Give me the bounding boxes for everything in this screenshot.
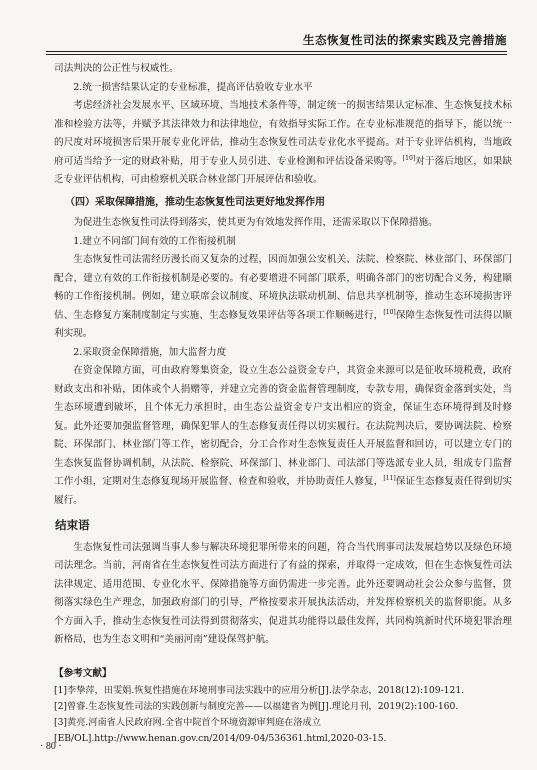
paragraph-text: 考虑经济社会发展水平、区域环境、当地技术条件等，制定统一的损害结果认定标准、生态恢复技术标准和检验方法等，并赋予其法律效力和法律地位，有效指导实际工作。在专业标准规范的指导下，能以统一的尺度对环境损害后果开展专业化评估，推动生态恢复性司法专业化水平提高。对于专业评估机构，当地政府可适当给予一定的财政补贴，用于专业人员引进、专业检测和评估设备采购等。 bbox=[54, 100, 512, 167]
subsection-heading: 1.建立不同部门间有效的工作衔接机制 bbox=[73, 235, 236, 247]
header-rule-thick bbox=[46, 51, 507, 52]
header-rule-thin bbox=[46, 54, 507, 55]
paragraph bbox=[54, 362, 512, 510]
subsection-heading: 2.采取资金保障措施，加大监督力度 bbox=[73, 346, 227, 358]
page-number: · 80 · bbox=[40, 741, 62, 752]
paragraph-text: 对于落后地区，如果缺乏专业评估机构，可由检察机关联合林业部门开展评估和验收。 bbox=[54, 155, 513, 185]
article-body bbox=[54, 60, 512, 650]
paragraph: 司法判决的公正性与权威性。 bbox=[54, 63, 179, 74]
section-heading: （四）采取保障措施，推动生态恢复性司法更好地发挥作用 bbox=[65, 196, 325, 208]
reference-item: [3]黄亮.河南省人民政府网.全省中院首个环境资源审判庭在洛成立[EB/OL].http://www.henan.gov.cn/2014/09-04/536361.html,2020-03-15. bbox=[54, 717, 387, 744]
conclusion-paragraph: 生态恢复性司法强调当事人参与解决环境犯罪所带来的问题，符合当代刑事司法发展趋势以及绿色环境司法理念。当前，河南省在生态恢复性司法方面进行了有益的探索，并取得一定成效，但在生态恢复性司法法律规定、适用范围、专业化水平、保障措施等方面仍需进一步完善。此外还要调动社会公众参与监督，贯彻落实绿色生产理念，加强政府部门的引导，严格按要求开展执法活动，并发挥检察机关的监督职能。从多个方面入手，推动生态恢复性司法得到贯彻落实，促进其功能得以最佳发挥，共同构筑新时代环境犯罪治理新格局，也为生态文明和“美丽河南”建设保驾护航。 bbox=[54, 541, 512, 645]
references bbox=[54, 666, 512, 747]
paragraph-text: 生态恢复性司法需经历漫长而又复杂的过程，因而加强公安机关、法院、检察院、林业部门、环保部门配合，建立有效的工作衔接机制是必要的。有必要增进不同部门联系，明确各部门的密切配合义务，构建顺畅的工作衔接机制。例如，建立联席会议制度、环境执法联动机制、信息共享机制等，推动生态环境损害评估、生态修复方案制度制定与实施、生态修复效果评估等各项工作顺畅进行， bbox=[54, 254, 512, 321]
paragraph-text: 在资金保障方面，可由政府筹集资金，设立生态公益资金专户，其资金来源可以是征收环境税费，政府财政支出和补贴，团体或个人捐赠等，并建立完善的资金监督管理制度，专款专用，确保资金落到实处，当生态环境遭到破坏，且个体无力承担时，由生态公益资金专户支出相应的资金，保证生态环境得到及时修复。此外还要加强监督管理，确保犯罪人的生态修复责任得以切实履行。在法院判决后，要协调法院、检察院、环保部门、林业部门等工作，密切配合，分工合作对生态恢复责任人开展监督和回访，可以建立专门的生态恢复监督协调机制，从法院、检察院、环保部门、林业部门、司法部门等选派专业人员，组成专门监督工作小组，定期对生态修复现场开展监督、检查和验收，并协助责任人修复， bbox=[54, 365, 512, 487]
paragraph bbox=[54, 251, 512, 344]
paragraph-text: 保证生态修复责任得到切实履行。 bbox=[54, 476, 513, 506]
running-header: 生态恢复性司法的探索实践及完善措施 bbox=[303, 33, 507, 47]
paragraph-text: 保障生态恢复性司法得以顺利实现。 bbox=[54, 309, 513, 339]
references-title: 【参考文献】 bbox=[54, 668, 112, 679]
reference-item: [2]曾睿.生态恢复性司法的实践创新与制度完善——以福建省为例[J].理论月刊，2019(2):100-160. bbox=[54, 701, 459, 712]
reference-item: [1]李挚萍，田雯娟.恢复性措施在环境刑事司法实践中的应用分析[J].法学杂志，2018(12):109-121. bbox=[54, 685, 465, 696]
citation-mark: [11] bbox=[383, 474, 396, 482]
citation-mark: [10] bbox=[402, 154, 416, 162]
subsection-heading: 2.统一损害结果认定的专业标准，提高评估验收专业水平 bbox=[73, 81, 313, 93]
conclusion-title: 结束语 bbox=[55, 518, 90, 532]
paragraph: 为促进生态恢复性司法得到落实，使其更为有效地发挥作用，还需采取以下保障措施。 bbox=[73, 217, 438, 228]
citation-mark: [10] bbox=[383, 308, 396, 316]
paragraph bbox=[54, 97, 512, 190]
